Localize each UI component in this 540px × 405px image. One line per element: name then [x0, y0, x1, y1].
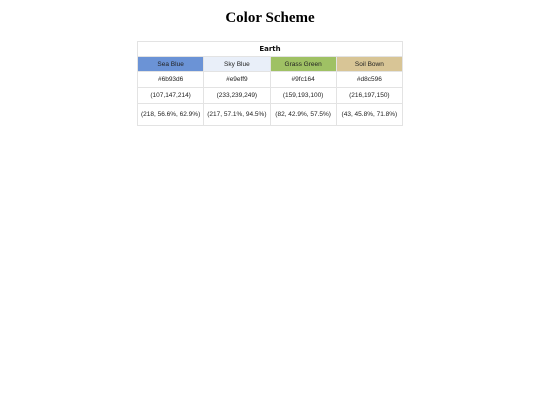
hsl-value: (217, 57.1%, 94.5%)	[204, 104, 270, 126]
hex-value: #d8c596	[336, 72, 402, 88]
color-swatch: Soil Bown	[336, 57, 402, 72]
color-swatch: Grass Green	[270, 57, 336, 72]
hex-value: #e9eff9	[204, 72, 270, 88]
rgb-value: (233,239,249)	[204, 88, 270, 104]
hsl-value: (218, 56.6%, 62.9%)	[138, 104, 204, 126]
color-swatch: Sky Blue	[204, 57, 270, 72]
hsl-value: (43, 45.8%, 71.8%)	[336, 104, 402, 126]
rgb-value: (159,193,100)	[270, 88, 336, 104]
color-swatch: Sea Blue	[138, 57, 204, 72]
hsl-value: (82, 42.9%, 57.5%)	[270, 104, 336, 126]
color-scheme-table	[137, 41, 403, 126]
scheme-name: Earth	[138, 42, 403, 57]
hex-value: #6b93d6	[138, 72, 204, 88]
hex-value: #9fc164	[270, 72, 336, 88]
rgb-value: (107,147,214)	[138, 88, 204, 104]
page-title: Color Scheme	[225, 10, 315, 26]
rgb-value: (216,197,150)	[336, 88, 402, 104]
